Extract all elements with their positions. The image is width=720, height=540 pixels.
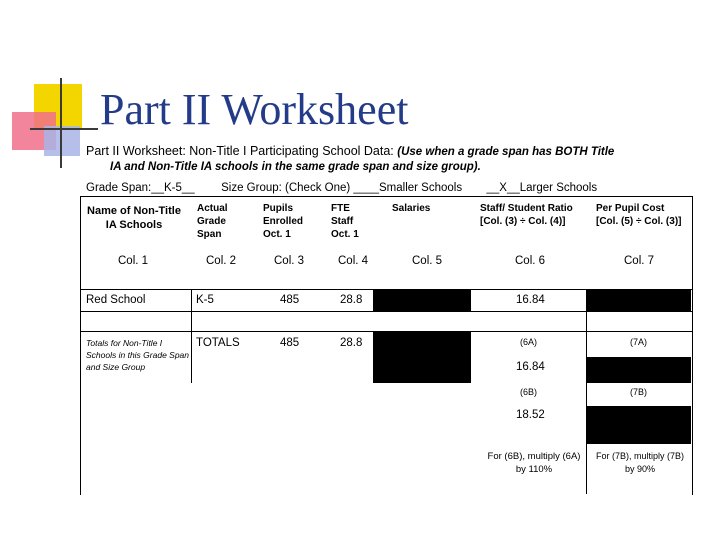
col-number: Col. 6 (515, 255, 546, 267)
larger-schools-field: __X__Larger Schools (486, 182, 598, 194)
divider (191, 289, 192, 383)
label-6b: (6B) (520, 387, 538, 397)
label-6a: (6A) (520, 337, 538, 347)
header-col1: Name of Non-Title IA Schools (87, 205, 181, 231)
ratio-6b-value: 18.52 (516, 409, 545, 421)
size-group-field: Size Group: (Check One) ____Smaller Schools (221, 182, 463, 194)
fte-value: 28.8 (340, 294, 363, 306)
col-number: Col. 2 (206, 255, 237, 267)
shaded-cell (373, 331, 471, 383)
col-number: Col. 3 (274, 255, 305, 267)
header-col7: Per Pupil Cost [Col. (5) ÷ Col. (3)] (596, 203, 682, 227)
ratio-6a-value: 16.84 (516, 361, 545, 373)
col-number: Col. 4 (338, 255, 369, 267)
school-name: Red School (86, 294, 146, 306)
totals-description: Totals for Non-Title I Schools in this Grade Span and Size Group (86, 338, 190, 372)
grade-span-field: Grade Span:__K-5__ (86, 182, 195, 194)
worksheet-subtitle: Part II Worksheet: Non-Title I Participating School Data: (Use when a grade span has BOTH Title (86, 144, 615, 158)
worksheet-subtitle-cont: IA and Non-Title IA schools in the same grade span and size group). (110, 161, 481, 173)
divider (80, 311, 692, 312)
col-number: Col. 5 (412, 255, 443, 267)
shaded-cell (587, 357, 691, 383)
shaded-cell (373, 289, 471, 311)
totals-pupils: 485 (280, 337, 300, 349)
header-col2: Actual Grade Span (197, 203, 228, 240)
col-number: Col. 7 (624, 255, 655, 267)
note-7b: For (7B), multiply (7B) by 90% (595, 451, 684, 474)
page-title: Part II Worksheet (100, 85, 409, 134)
label-7a: (7A) (630, 337, 648, 347)
logo-blue-square (44, 126, 80, 156)
totals-label: TOTALS (196, 337, 240, 349)
grade-span-value: K-5 (196, 294, 214, 306)
logo-horizontal-line (30, 128, 98, 130)
pupils-value: 485 (280, 294, 300, 306)
header-col6: Staff/ Student Ratio [Col. (3) ÷ Col. (4)] (480, 203, 573, 227)
logo-vertical-line (60, 78, 62, 168)
shaded-cell (587, 289, 691, 311)
header-col5: Salaries (392, 203, 431, 214)
shaded-cell (587, 406, 691, 444)
label-7b: (7B) (630, 387, 648, 397)
header-col4: FTE Staff Oct. 1 (331, 203, 359, 240)
col-number: Col. 1 (118, 255, 149, 267)
note-6b: For (6B), multiply (6A) by 110% (487, 451, 581, 475)
totals-fte: 28.8 (340, 337, 363, 349)
divider (586, 289, 587, 494)
grade-size-line (86, 182, 597, 194)
ratio-value: 16.84 (516, 294, 545, 306)
header-col3: Pupils Enrolled Oct. 1 (263, 203, 304, 240)
